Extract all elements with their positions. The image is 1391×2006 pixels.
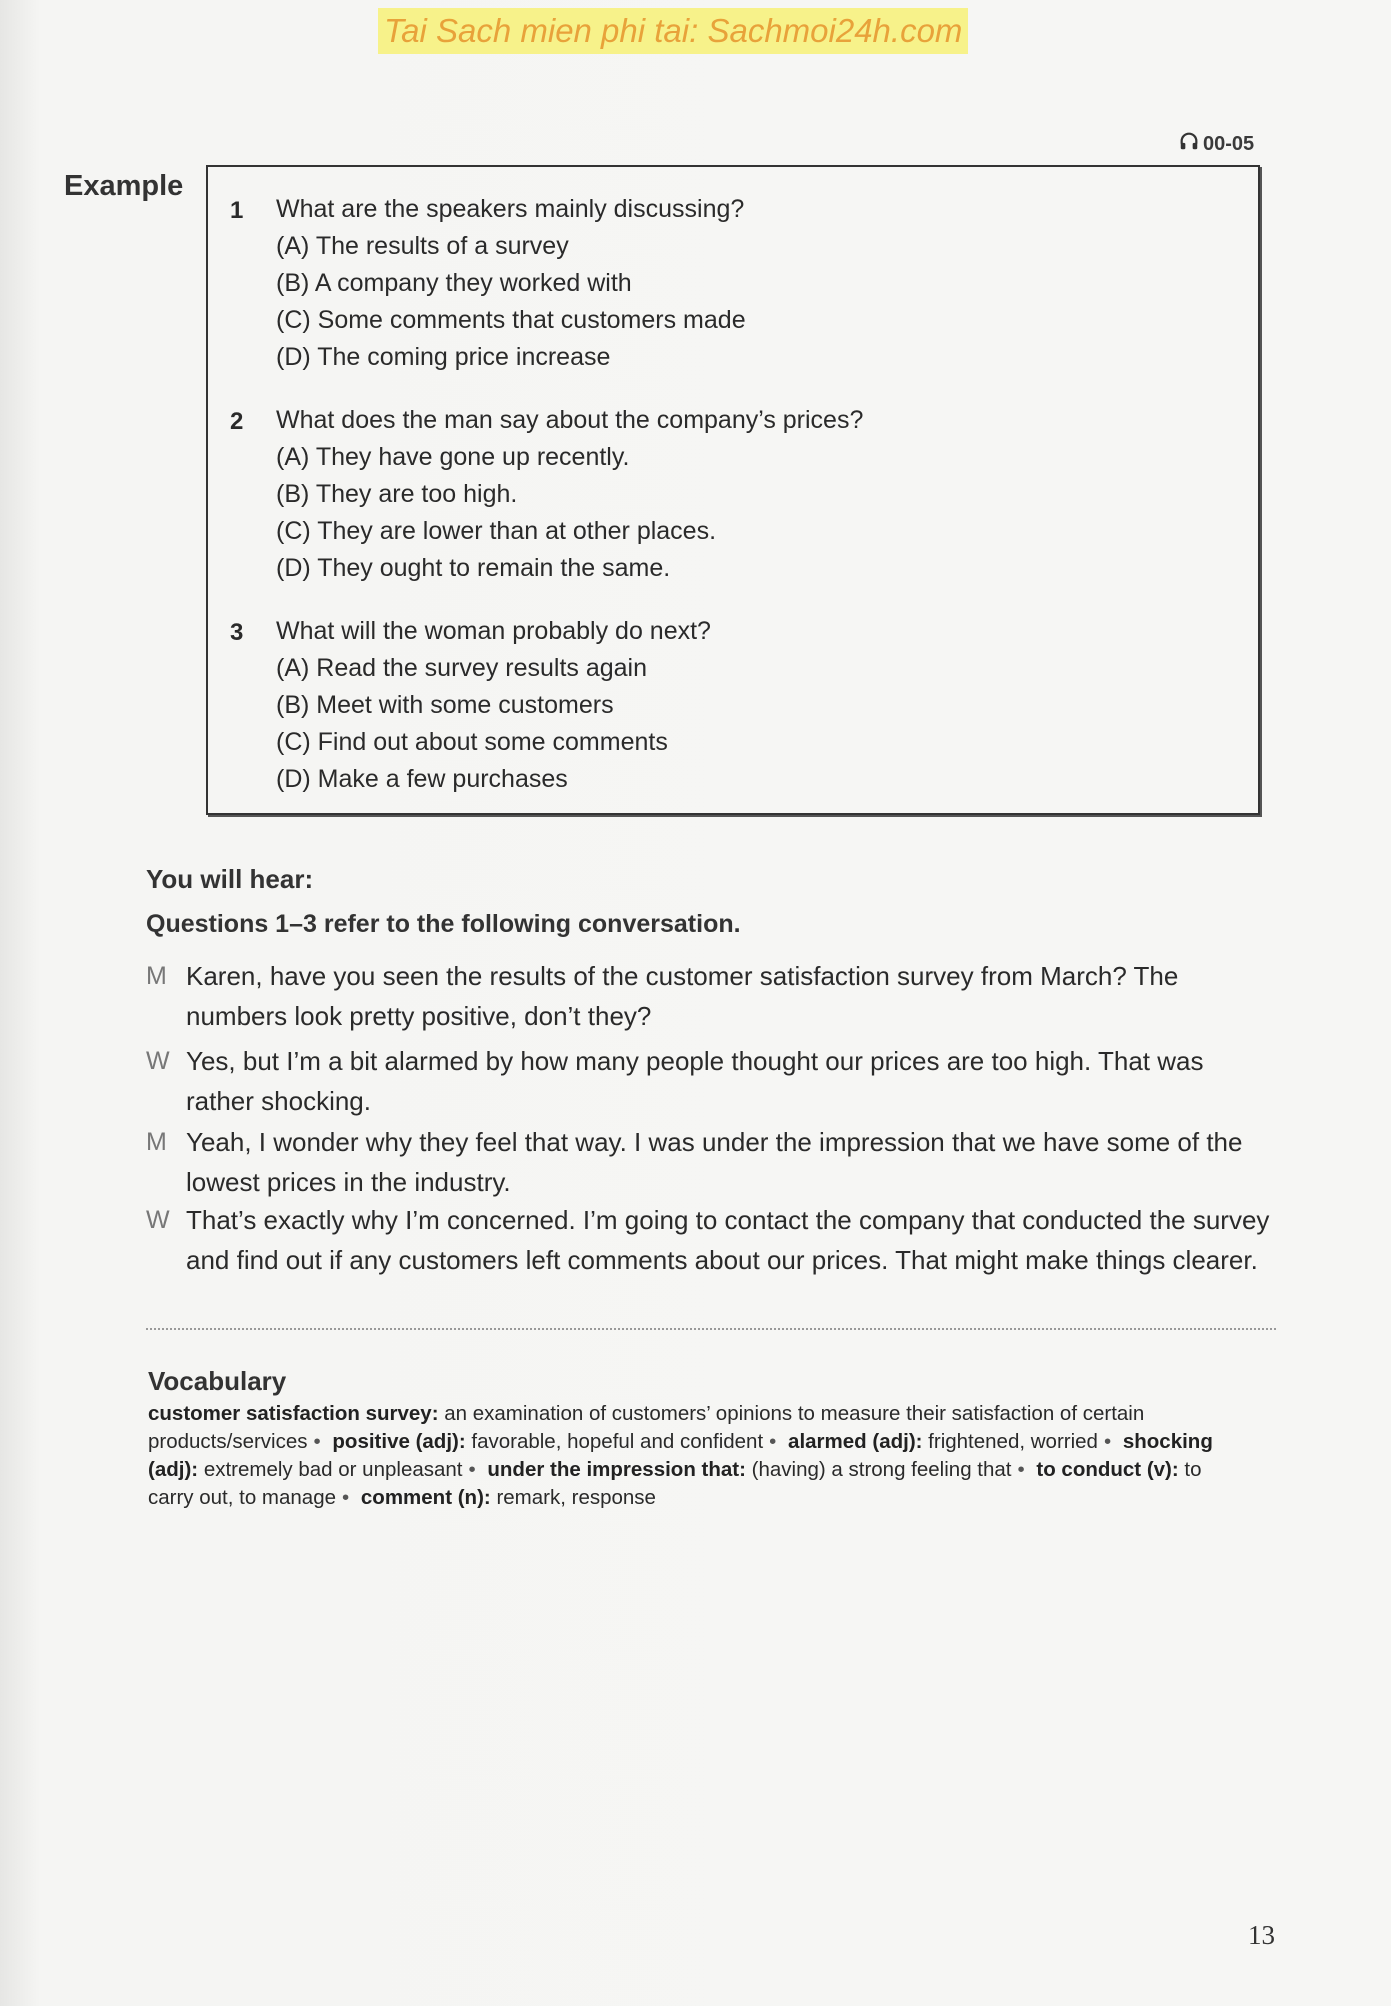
audio-track-label	[1178, 130, 1254, 158]
example-questions-box	[206, 165, 1260, 815]
section-divider	[146, 1328, 1276, 1330]
watermark-banner: Tai Sach mien phi tai: Sachmoi24h.com	[378, 8, 968, 54]
vocab-definition: extremely bad or unpleasant	[203, 1458, 463, 1481]
you-will-hear-heading: You will hear:	[146, 864, 314, 894]
conversation-line	[146, 1200, 1276, 1280]
conversation-line	[146, 1041, 1276, 1121]
answer-option: (D) Make a few purchases	[276, 765, 568, 793]
speaker-label: M	[146, 962, 167, 990]
vocab-term: alarmed (adj):	[788, 1430, 923, 1453]
bullet-separator: •	[1017, 1458, 1025, 1481]
question-text: What will the woman probably do next?	[276, 617, 711, 645]
vocab-term: under the impression that:	[487, 1458, 746, 1481]
vocab-definition: remark, response	[496, 1486, 656, 1509]
conversation-heading: Questions 1–3 refer to the following conversation.	[146, 910, 741, 938]
vocab-definition: favorable, hopeful and confident	[471, 1430, 764, 1453]
answer-option: (D) They ought to remain the same.	[276, 554, 671, 582]
speaker-label: M	[146, 1128, 167, 1156]
line-text: Yeah, I wonder why they feel that way. I was under the impression that we have some of the lowest prices in the industry.	[186, 1127, 1243, 1197]
answer-option: (C) They are lower than at other places.	[276, 517, 717, 545]
question-text: What does the man say about the company’s prices?	[276, 406, 864, 434]
answer-option: (B) They are too high.	[276, 480, 518, 508]
vocab-term: to conduct (v):	[1036, 1458, 1179, 1481]
vocab-term: customer satisfaction survey:	[148, 1402, 439, 1425]
question-number: 2	[230, 408, 244, 435]
answer-option: (B) A company they worked with	[276, 269, 632, 297]
vocab-definition: to carry out, to manage	[148, 1458, 1202, 1509]
bullet-separator: •	[769, 1430, 777, 1453]
audio-track-number: 00-05	[1203, 132, 1255, 155]
question-number: 3	[230, 619, 244, 646]
question-text: What are the speakers mainly discussing?	[276, 195, 745, 223]
vocab-term: positive (adj):	[332, 1430, 466, 1453]
vocab-term: shocking (adj):	[148, 1430, 1213, 1481]
example-label: Example	[64, 170, 184, 202]
answer-option: (A) They have gone up recently.	[276, 443, 630, 471]
headphones-icon	[1178, 130, 1200, 158]
answer-option: (C) Find out about some comments	[276, 728, 668, 756]
bullet-separator: •	[342, 1486, 350, 1509]
vocab-definition: (having) a strong feeling that	[751, 1458, 1012, 1481]
vocabulary-list	[148, 1400, 1228, 1512]
bullet-separator: •	[468, 1458, 476, 1481]
answer-option: (C) Some comments that customers made	[276, 306, 746, 334]
line-text: Yes, but I’m a bit alarmed by how many people thought our prices are too high. That was rather shocking.	[186, 1046, 1204, 1116]
answer-option: (A) The results of a survey	[276, 232, 569, 260]
speaker-label: W	[146, 1047, 170, 1075]
bullet-separator: •	[313, 1430, 321, 1453]
vocabulary-heading: Vocabulary	[148, 1366, 287, 1396]
page-number: 13	[1248, 1920, 1275, 1950]
question-number: 1	[230, 197, 244, 224]
conversation-line	[146, 1122, 1276, 1202]
line-text: Karen, have you seen the results of the customer satisfaction survey from March? The numbers look pretty positive, don’t they?	[186, 961, 1179, 1031]
conversation-line	[146, 956, 1276, 1036]
vocab-term: comment (n):	[360, 1486, 491, 1509]
answer-option: (B) Meet with some customers	[276, 691, 614, 719]
answer-option: (D) The coming price increase	[276, 343, 611, 371]
line-text: That’s exactly why I’m concerned. I’m going to contact the company that conducted the survey and find out if any customers left comments about our prices. That might make things clearer.	[186, 1205, 1270, 1275]
bullet-separator: •	[1103, 1430, 1112, 1453]
vocab-definition: an examination of customers’ opinions to measure their satisfaction of certain products/services	[148, 1402, 1145, 1453]
answer-option: (A) Read the survey results again	[276, 654, 648, 682]
speaker-label: W	[146, 1206, 170, 1234]
vocab-definition: frightened, worried	[928, 1430, 1098, 1453]
